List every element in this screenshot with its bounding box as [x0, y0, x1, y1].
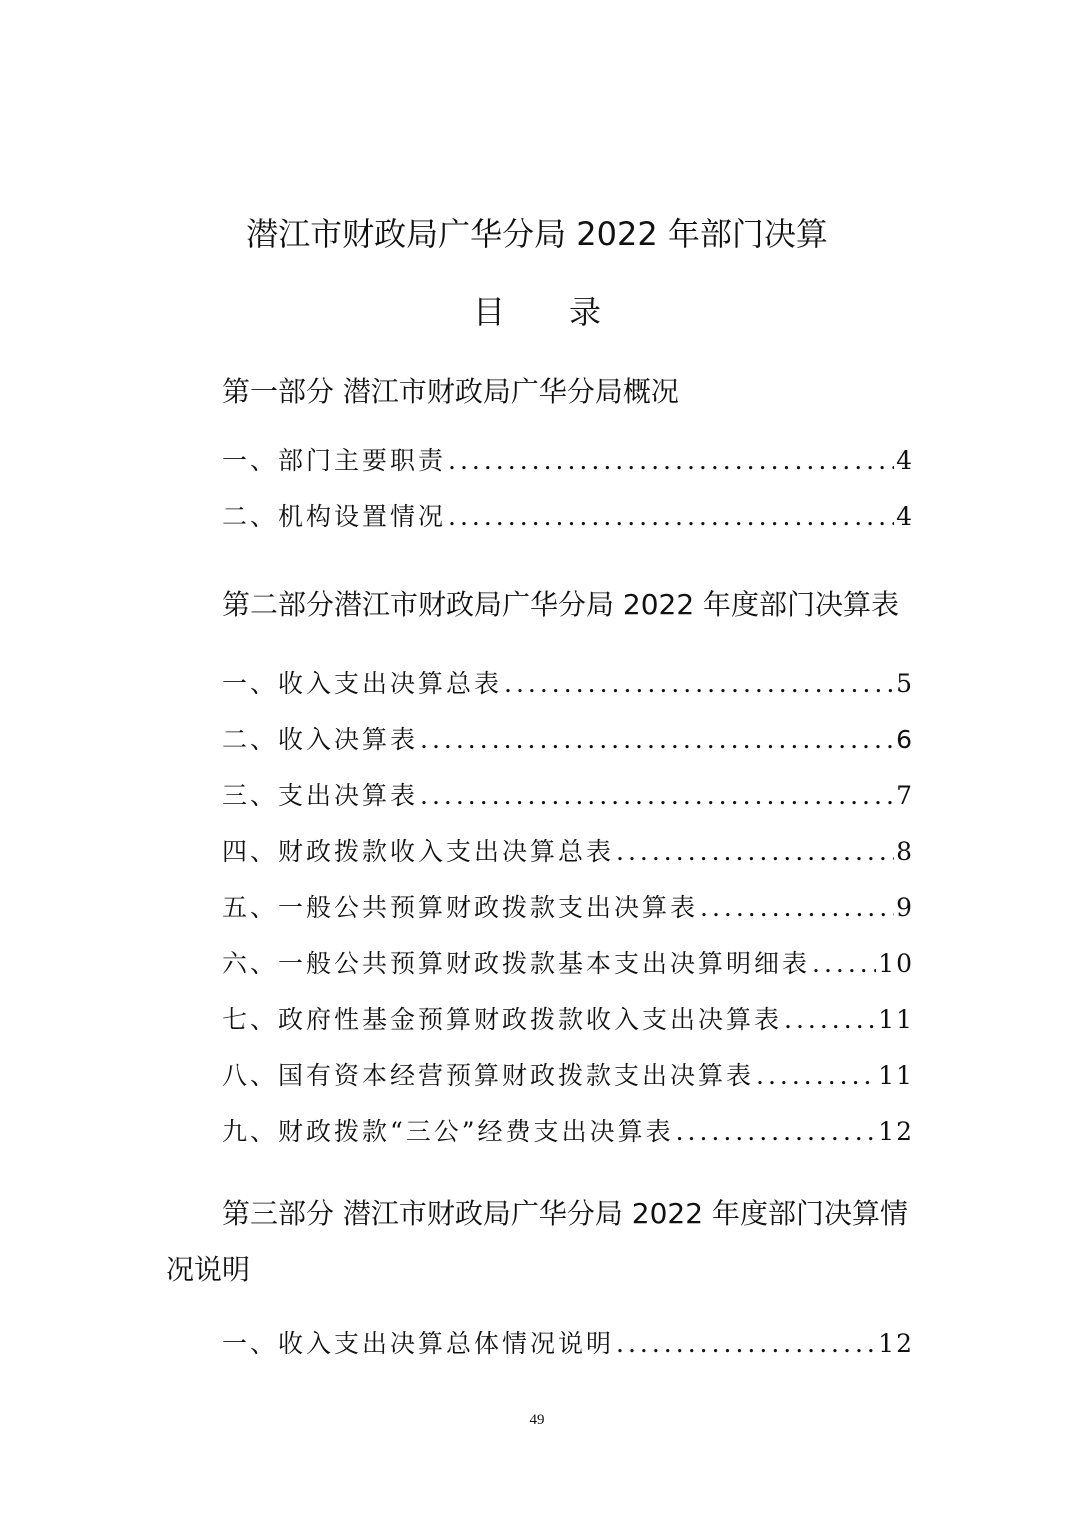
toc-entry-page: 7 — [896, 781, 914, 810]
toc-heading-char-1: 目 — [472, 293, 505, 331]
toc-entry-label: 九、财政拨款“三公”经费支出决算表 — [222, 1117, 674, 1146]
toc-entry-page: 4 — [896, 502, 914, 531]
toc-entry[interactable] — [222, 1058, 914, 1094]
toc-heading — [0, 288, 1074, 336]
toc-entry-label: 一、收入支出决算总体情况说明 — [222, 1329, 615, 1358]
toc-entry-label: 一、部门主要职责 — [222, 446, 447, 475]
toc-entry-page: 4 — [896, 446, 914, 475]
part-three-title: 第三部分 潜江市财政局广华分局 2022 年度部门决算情况说明 — [166, 1197, 908, 1286]
part-one-title: 第一部分 潜江市财政局广华分局概况 — [222, 375, 679, 408]
toc-entry-page: 5 — [896, 669, 914, 698]
dot-leader — [812, 946, 876, 982]
toc-entry-label: 二、机构设置情况 — [222, 502, 447, 531]
dot-leader — [784, 1002, 876, 1038]
toc-entry[interactable] — [222, 946, 914, 982]
toc-entry-page: 11 — [878, 1061, 914, 1090]
toc-entry-label: 五、一般公共预算财政拨款支出决算表 — [222, 893, 699, 922]
dot-leader — [420, 722, 894, 758]
toc-entry[interactable] — [222, 834, 914, 870]
dot-leader — [616, 834, 894, 870]
toc-entry-label: 三、支出决算表 — [222, 781, 419, 810]
toc-entry[interactable] — [222, 443, 914, 479]
toc-entry[interactable] — [222, 666, 914, 702]
toc-entry-page: 10 — [878, 949, 914, 978]
toc-entry[interactable] — [222, 722, 914, 758]
dot-leader — [504, 666, 894, 702]
dot-leader — [420, 778, 894, 814]
toc-entry[interactable] — [222, 1002, 914, 1038]
dot-leader — [700, 890, 894, 926]
toc-entry-label: 四、财政拨款收入支出决算总表 — [222, 837, 615, 866]
toc-entry-label: 一、收入支出决算总表 — [222, 669, 503, 698]
toc-entry-page: 6 — [896, 725, 914, 754]
toc-entry-page: 12 — [878, 1117, 914, 1146]
toc-heading-char-2: 录 — [569, 293, 602, 331]
toc-entry[interactable] — [222, 778, 914, 814]
page-number: 49 — [529, 1412, 545, 1428]
toc-entry[interactable] — [222, 890, 914, 926]
dot-leader — [756, 1058, 876, 1094]
document-title: 潜江市财政局广华分局 2022 年部门决算 — [246, 215, 828, 253]
toc-entry[interactable] — [222, 1114, 914, 1150]
toc-entry-page: 11 — [878, 1005, 914, 1034]
dot-leader — [616, 1326, 876, 1362]
dot-leader — [676, 1114, 877, 1150]
dot-leader — [448, 443, 894, 479]
toc-entry-page: 12 — [878, 1329, 914, 1358]
toc-entry-page: 8 — [896, 837, 914, 866]
toc-entry[interactable] — [222, 499, 914, 535]
part-two-title: 第二部分潜江市财政局广华分局 2022 年度部门决算表 — [222, 588, 900, 621]
dot-leader — [448, 499, 894, 535]
toc-entry-label: 二、收入决算表 — [222, 725, 419, 754]
toc-entry-label: 八、国有资本经营预算财政拨款支出决算表 — [222, 1061, 755, 1090]
toc-entry[interactable] — [222, 1326, 914, 1362]
toc-entry-label: 七、政府性基金预算财政拨款收入支出决算表 — [222, 1005, 783, 1034]
toc-entry-page: 9 — [896, 893, 914, 922]
toc-entry-label: 六、一般公共预算财政拨款基本支出决算明细表 — [222, 949, 811, 978]
